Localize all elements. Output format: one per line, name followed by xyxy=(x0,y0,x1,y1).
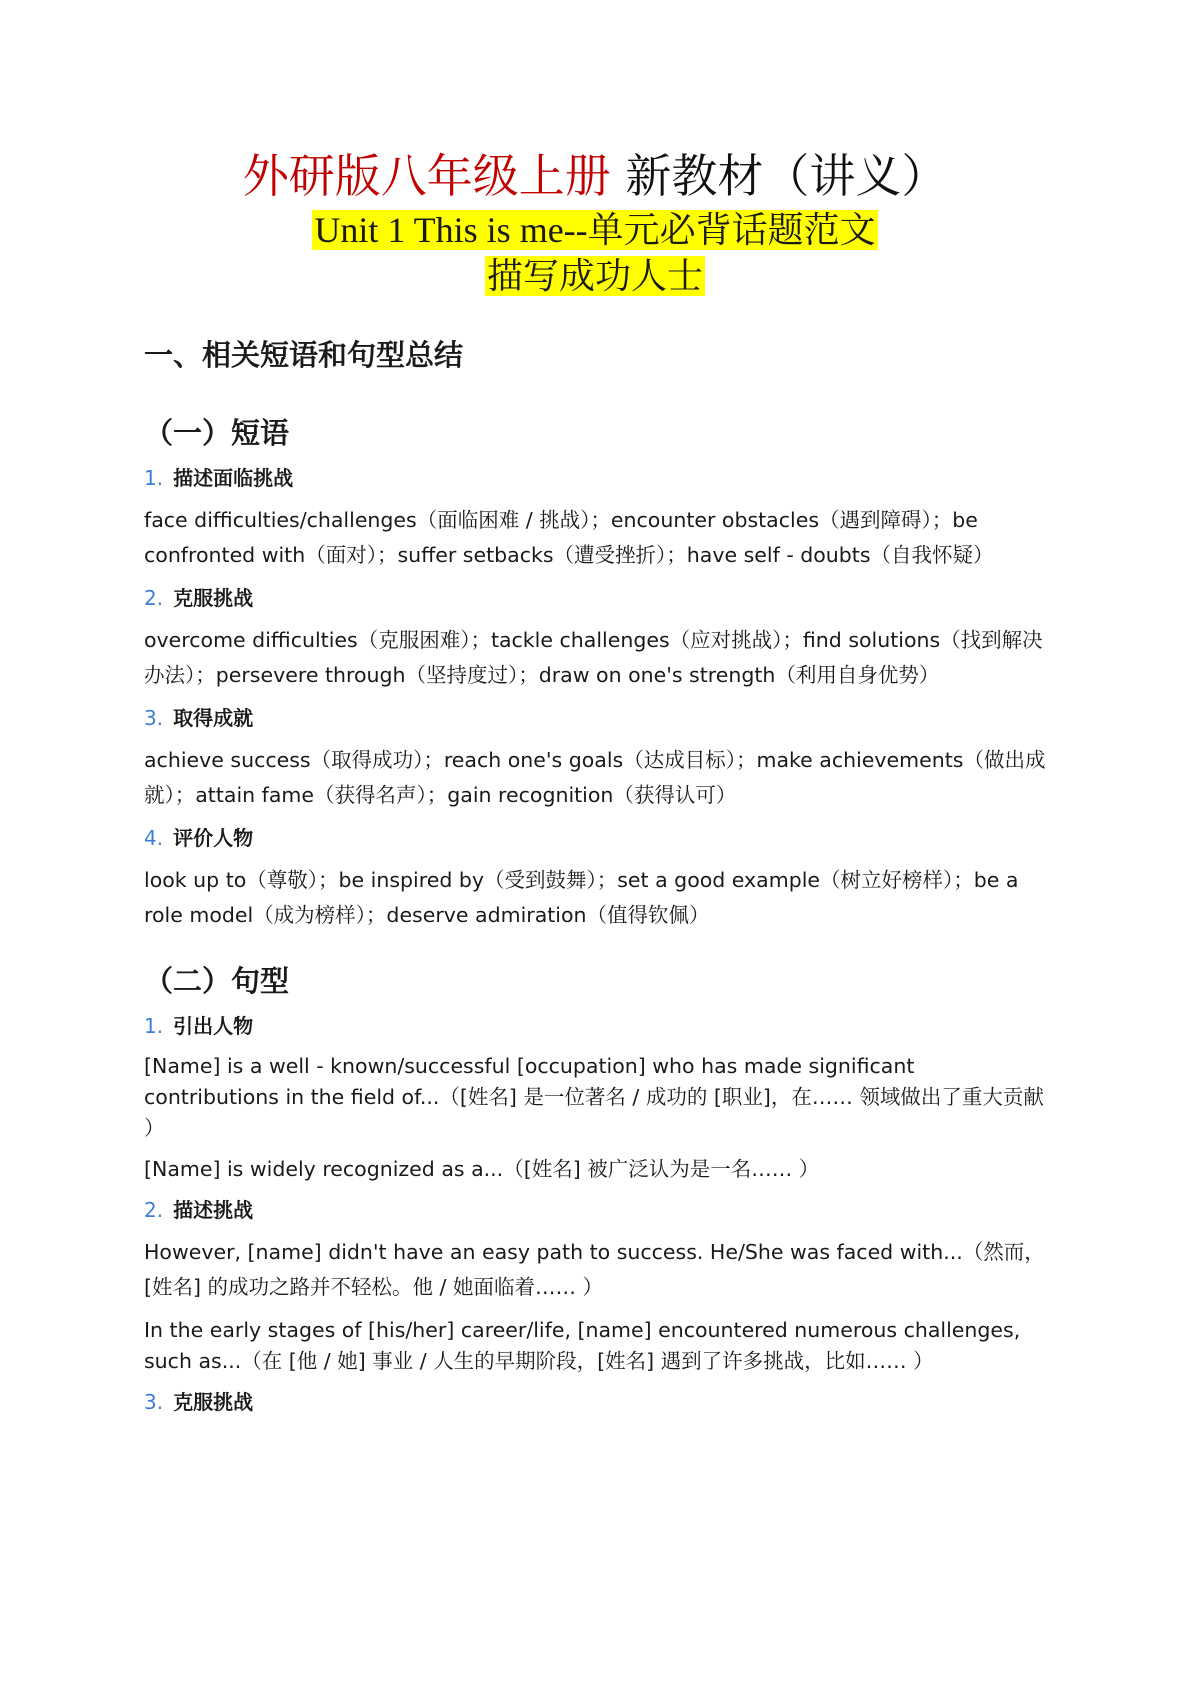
phrase-item-3-text: achieve success（取得成功）；reach one's goals（达成目标）；make achievements（做出成就）；attain fame（获得名声）；gain recognition（获得认可） xyxy=(144,748,1046,807)
phrase-item-1-head xyxy=(144,463,1049,493)
phrase-item-title: 克服挑战 xyxy=(173,586,254,610)
main-title xyxy=(0,145,1190,207)
subtitle-line-2-text: 描写成功人士 xyxy=(486,256,703,296)
content xyxy=(144,325,1049,1427)
phrase-item-3-head xyxy=(144,703,1049,733)
phrase-item-2-text: overcome difficulties（克服困难）；tackle challenges（应对挑战）；find solutions（找到解决办法）；persevere through（坚持度过）；draw on one's strength（利用自身优势） xyxy=(144,628,1043,687)
list-number: 1. xyxy=(144,466,164,490)
sentence-item-title: 引出人物 xyxy=(173,1014,254,1038)
phrase-item-title: 描述面临挑战 xyxy=(173,466,294,490)
sentence-item-1-text-1: [Name] is a well - known/successful [occupation] who has made significant contributions in the field of...（[姓名] 是一位著名 / 成功的 [职业]，在…… 领域做出了重大贡献 ） xyxy=(144,1054,1044,1140)
phrases-heading: （一）短语 xyxy=(144,416,290,450)
subtitle-line-1-text: Unit 1 This is me--单元必背话题范文 xyxy=(314,210,876,250)
sentence-item-2-head xyxy=(144,1195,1049,1225)
sentences-heading: （二）句型 xyxy=(144,964,290,998)
list-number: 2. xyxy=(144,586,164,610)
main-title-red: 外研版八年级上册 xyxy=(242,149,611,203)
main-title-black: 新教材（讲义） xyxy=(625,149,948,203)
sentence-item-2-text-2: In the early stages of [his/her] career/life, [name] encountered numerous challenges, such as...（在 [他 / 她] 事业 / 人生的早期阶段，[姓名] 遇到了许多挑战，比如…… ） xyxy=(144,1318,1021,1373)
sentence-item-2-text-1: However, [name] didn't have an easy path to success. He/She was faced with...（然而，[姓名] 的成功之路并不轻松。他 / 她面临着…… ） xyxy=(144,1240,1045,1299)
sentence-item-3-head xyxy=(144,1387,1049,1417)
section-heading: 一、相关短语和句型总结 xyxy=(144,338,464,372)
phrase-item-title: 取得成就 xyxy=(173,706,254,730)
list-number: 3. xyxy=(144,1390,164,1414)
sentence-item-title: 克服挑战 xyxy=(173,1390,254,1414)
list-number: 2. xyxy=(144,1198,164,1222)
phrase-item-4-head xyxy=(144,823,1049,853)
phrase-item-title: 评价人物 xyxy=(173,826,254,850)
title-block xyxy=(0,145,1190,299)
list-number: 3. xyxy=(144,706,164,730)
list-number: 4. xyxy=(144,826,164,850)
sentence-item-title: 描述挑战 xyxy=(173,1198,254,1222)
subtitle-line-1 xyxy=(0,207,1190,253)
sentence-item-1-text-2: [Name] is widely recognized as a...（[姓名] 被广泛认为是一名…… ） xyxy=(144,1157,820,1181)
sentence-item-1-head xyxy=(144,1011,1049,1041)
subtitle-line-2 xyxy=(0,253,1190,299)
phrase-item-4-text: look up to（尊敬）；be inspired by（受到鼓舞）；set a good example（树立好榜样）；be a role model（成为榜样）；deserve admiration（值得钦佩） xyxy=(144,868,1019,927)
phrase-item-1-text: face difficulties/challenges（面临困难 / 挑战）；encounter obstacles（遇到障碍）；be confronted with（面对）；suffer setbacks（遭受挫折）；have self - doubts（自我怀疑） xyxy=(144,508,994,567)
list-number: 1. xyxy=(144,1014,164,1038)
phrase-item-2-head xyxy=(144,583,1049,613)
